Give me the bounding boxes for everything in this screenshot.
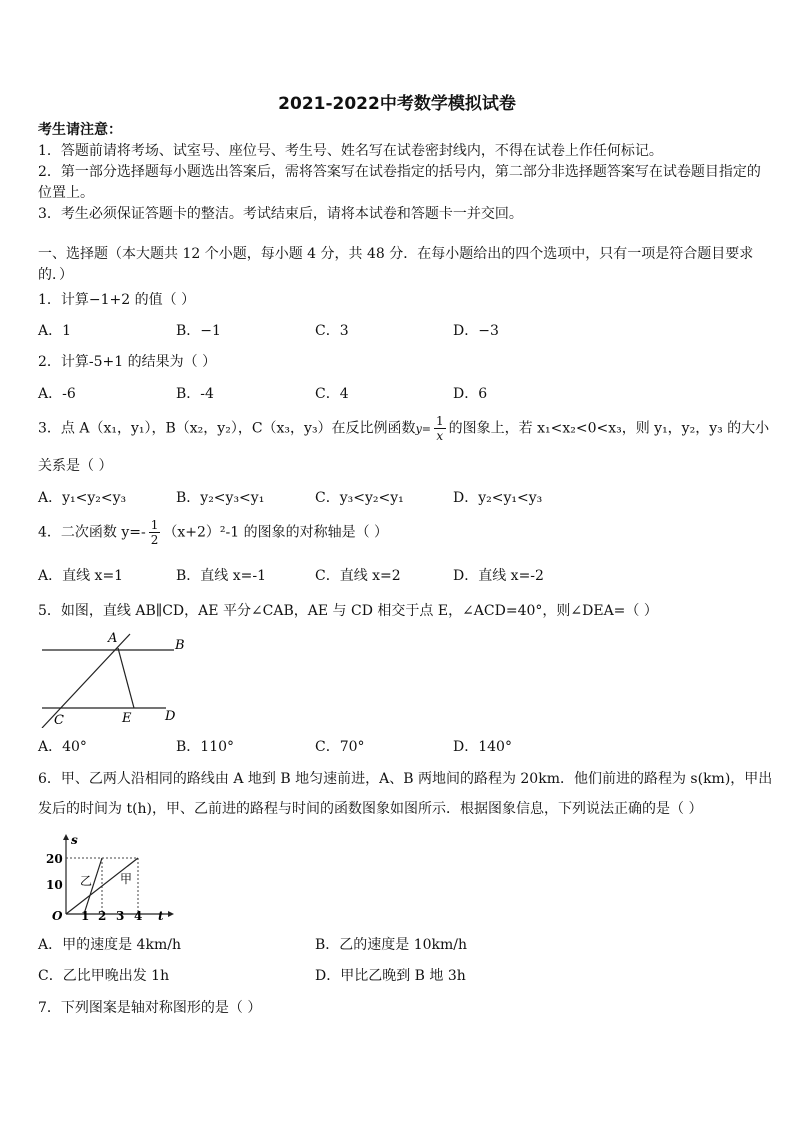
q1-option-b: B．−1 [176,323,221,339]
notice-item-2-cont: 位置上。 [38,185,94,201]
q2-option-a: A．-6 [38,386,76,402]
q7-stem: 7．下列图案是轴对称图形的是（ ） [38,1000,262,1016]
q6-option-b: B．乙的速度是 10km/h [315,937,468,953]
q6-origin: O [52,909,63,923]
q2-option-c: C．4 [315,386,349,402]
q1-option-c: C．3 [315,323,349,339]
notice-item-3: 3．考生必须保证答题卡的整洁。考试结束后，请将本试卷和答题卡一并交回。 [38,206,523,222]
q6-tick-1: 1 [81,909,90,923]
q6-option-d: D．甲比乙晚到 B 地 3h [315,968,466,984]
q3-stem-pre: 3．点 A（x₁，y₁），B（x₂，y₂），C（x₃，y₃）在反比例函数 [38,420,416,437]
q3-func-y: y= [415,422,431,436]
q5-stem: 5．如图，直线 AB∥CD，AE 平分∠CAB，AE 与 CD 相交于点 E，∠ACD=40°，则∠DEA=（ ） [38,603,658,619]
q1-option-a: A．1 [38,323,72,339]
q3-option-d: D．y₂<y₁<y₃ [453,490,543,506]
q6-option-a: A．甲的速度是 4km/h [38,937,181,953]
section-heading: 一、选择题（本大题共 12 个小题，每小题 4 分，共 48 分．在每小题给出的四个选项中，只有一项是符合题目要求 [38,246,754,262]
q6-stem-line2: 发后的时间为 t(h)，甲、乙前进的路程与时间的函数图象如图所示．根据图象信息，下列说法正确的是（ ） [38,801,703,817]
q5-option-b: B．110° [176,739,235,755]
q6-label-yi: 乙 [80,874,93,888]
q6-t-axis-arrow [168,911,174,917]
q2-stem: 2．计算-5+1 的结果为（ ） [38,354,217,370]
q5-line-ae [118,648,134,708]
q1-stem: 1．计算−1+2 的值（ ） [38,292,196,308]
q6-tick-3: 3 [116,909,125,923]
q3-frac-den: x [436,429,444,443]
notice-heading: 考生请注意： [38,122,122,138]
q3-stem [38,414,769,443]
notice-item-2: 2．第一部分选择题每小题选出答案后，需将答案写在试卷指定的括号内，第二部分非选择题答案写在试卷题目指定的 [38,164,761,180]
q4-stem [38,518,388,547]
q5-option-c: C．70° [315,739,365,755]
page-title: 2021-2022中考数学模拟试卷 [278,94,516,114]
q5-label-d: D [165,709,176,724]
q4-option-d: D．直线 x=-2 [453,568,544,584]
q6-tick-2: 2 [98,909,107,923]
q3-option-c: C．y₃<y₂<y₁ [315,490,404,506]
q4-option-a: A．直线 x=1 [38,568,124,584]
q5-option-d: D．140° [453,739,512,755]
q3-frac-num: 1 [436,414,444,428]
section-heading-cont: 的．） [38,267,73,283]
q4-stem-post: （x+2）²-1 的图象的对称轴是（ ） [163,524,389,541]
q5-label-b: B [175,638,185,653]
q4-frac-den: 2 [150,533,159,547]
q6-tick-10: 10 [46,878,63,892]
q6-tick-4: 4 [134,909,143,923]
q6-label-jia: 甲 [120,872,133,886]
q3-option-b: B．y₂<y₃<y₁ [176,490,265,506]
q6-t-label: t [158,909,164,923]
q3-stem-post: 的图象上，若 x₁<x₂<0<x₃，则 y₁，y₂，y₃ 的大小 [448,420,770,437]
q3-option-a: A．y₁<y₂<y₃ [38,490,127,506]
q5-label-a: A [108,631,118,646]
q5-option-a: A．40° [38,739,87,755]
notice-item-1: 1．答题前请将考场、试室号、座位号、考生号、姓名写在试卷密封线内，不得在试卷上作任何标记。 [38,143,663,159]
q6-s-label: s [71,833,78,847]
q6-s-axis-arrow [63,834,69,840]
q6-tick-20: 20 [46,852,63,866]
q4-option-c: C．直线 x=2 [315,568,401,584]
q4-stem-pre: 4．二次函数 y=- [38,524,146,541]
q5-label-e: E [122,711,132,726]
q6-option-c: C．乙比甲晚出发 1h [38,968,170,984]
q2-option-b: B．-4 [176,386,214,402]
q5-label-c: C [54,713,64,728]
q4-fraction [149,518,161,547]
q1-option-d: D．−3 [453,323,499,339]
q3-fraction [434,414,446,443]
q4-frac-num: 1 [150,518,159,532]
q6-stem-line1: 6．甲、乙两人沿相同的路线由 A 地到 B 地匀速前进，A、B 两地间的路程为 20km．他们前进的路程为 s(km)，甲出 [38,771,773,787]
q3-stem-line2: 关系是（ ） [38,458,113,474]
q2-option-d: D．6 [453,386,488,402]
q5-figure [38,628,188,728]
q4-option-b: B．直线 x=-1 [176,568,267,584]
q6-figure [40,832,175,924]
